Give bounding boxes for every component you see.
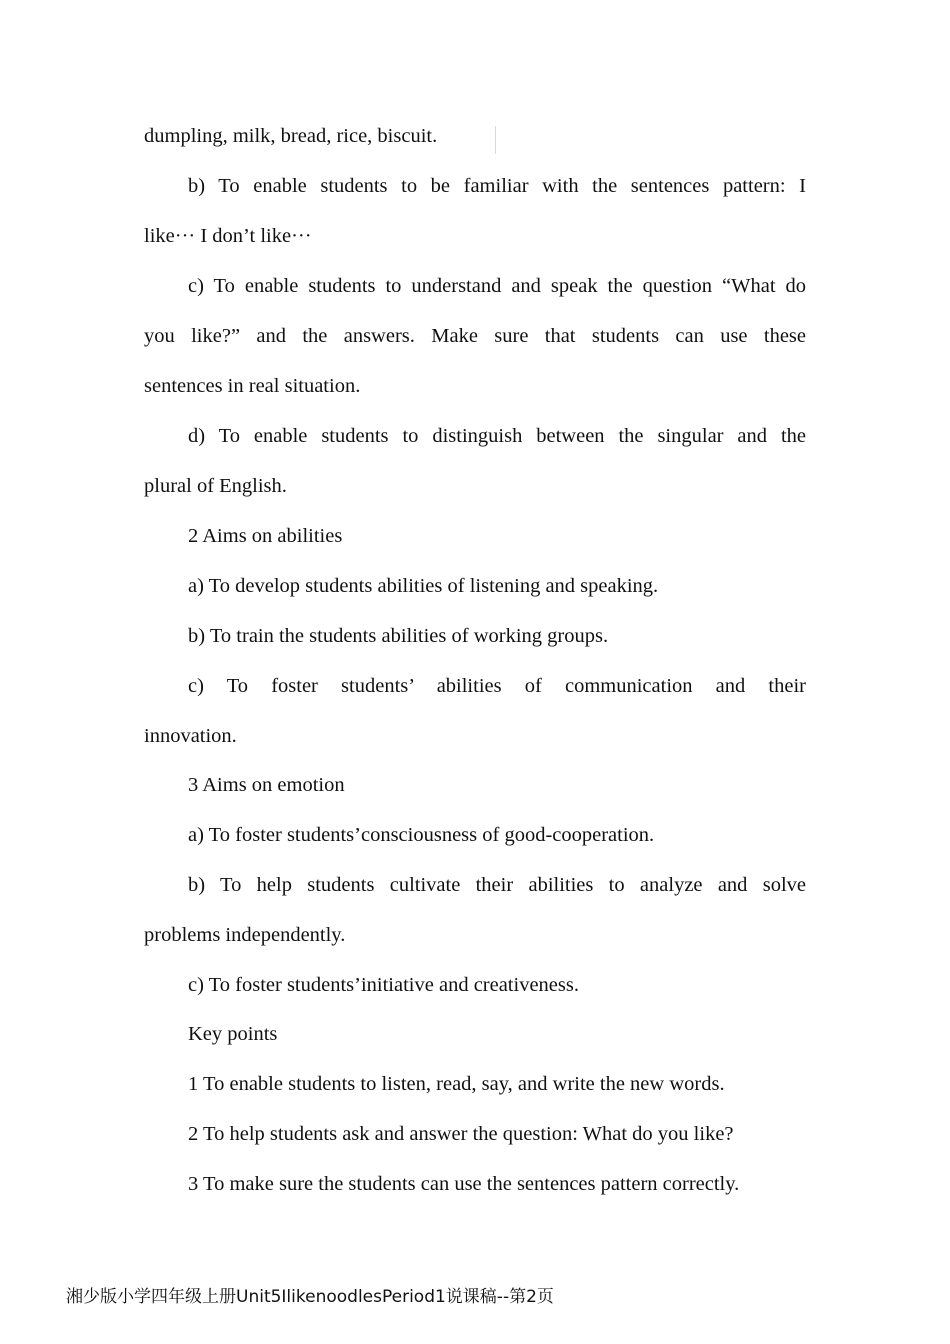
justified-text: d) To enable students to distinguish between the singular and the [188, 425, 806, 447]
paragraph-line: plural of English. [144, 475, 287, 497]
paragraph-line: 1 To enable students to listen, read, say, and write the new words. [188, 1073, 725, 1095]
paragraph-line: b) To train the students abilities of working groups. [188, 625, 609, 647]
justified-text: you like?” and the answers. Make sure that students can use these [144, 325, 806, 347]
page-footer: 湘少版小学四年级上册Unit5IlikenoodlesPeriod1说课稿--第2页 [66, 1287, 554, 1307]
section-heading: 3 Aims on emotion [188, 774, 345, 796]
paragraph-line [188, 871, 806, 899]
paragraph-line: like··· I don’t like··· [144, 225, 312, 247]
paragraph-line [188, 672, 806, 700]
section-heading: 2 Aims on abilities [188, 525, 343, 547]
paragraph-line: sentences in real situation. [144, 375, 361, 397]
justified-text: b) To enable students to be familiar with the sentences pattern: I [188, 175, 806, 197]
justified-text: c) To enable students to understand and speak the question “What do [188, 275, 806, 297]
paragraph-line: innovation. [144, 725, 237, 747]
paragraph-line [188, 172, 806, 200]
paragraph-line: 3 To make sure the students can use the sentences pattern correctly. [188, 1173, 740, 1195]
paragraph-line: problems independently. [144, 924, 346, 946]
paragraph-line: c) To foster students’initiative and creativeness. [188, 974, 579, 996]
paragraph-line: a) To develop students abilities of listening and speaking. [188, 575, 659, 597]
paragraph-line: 2 To help students ask and answer the question: What do you like? [188, 1123, 734, 1145]
paragraph-line: a) To foster students’consciousness of good-cooperation. [188, 824, 655, 846]
justified-text: b) To help students cultivate their abilities to analyze and solve [188, 874, 806, 896]
paragraph-line [188, 272, 806, 300]
paragraph-line [188, 422, 806, 450]
paragraph-line [144, 322, 806, 350]
section-heading: Key points [188, 1023, 278, 1045]
paragraph-line: dumpling, milk, bread, rice, biscuit. [144, 125, 438, 147]
justified-text: c) To foster students’ abilities of communication and their [188, 675, 806, 697]
